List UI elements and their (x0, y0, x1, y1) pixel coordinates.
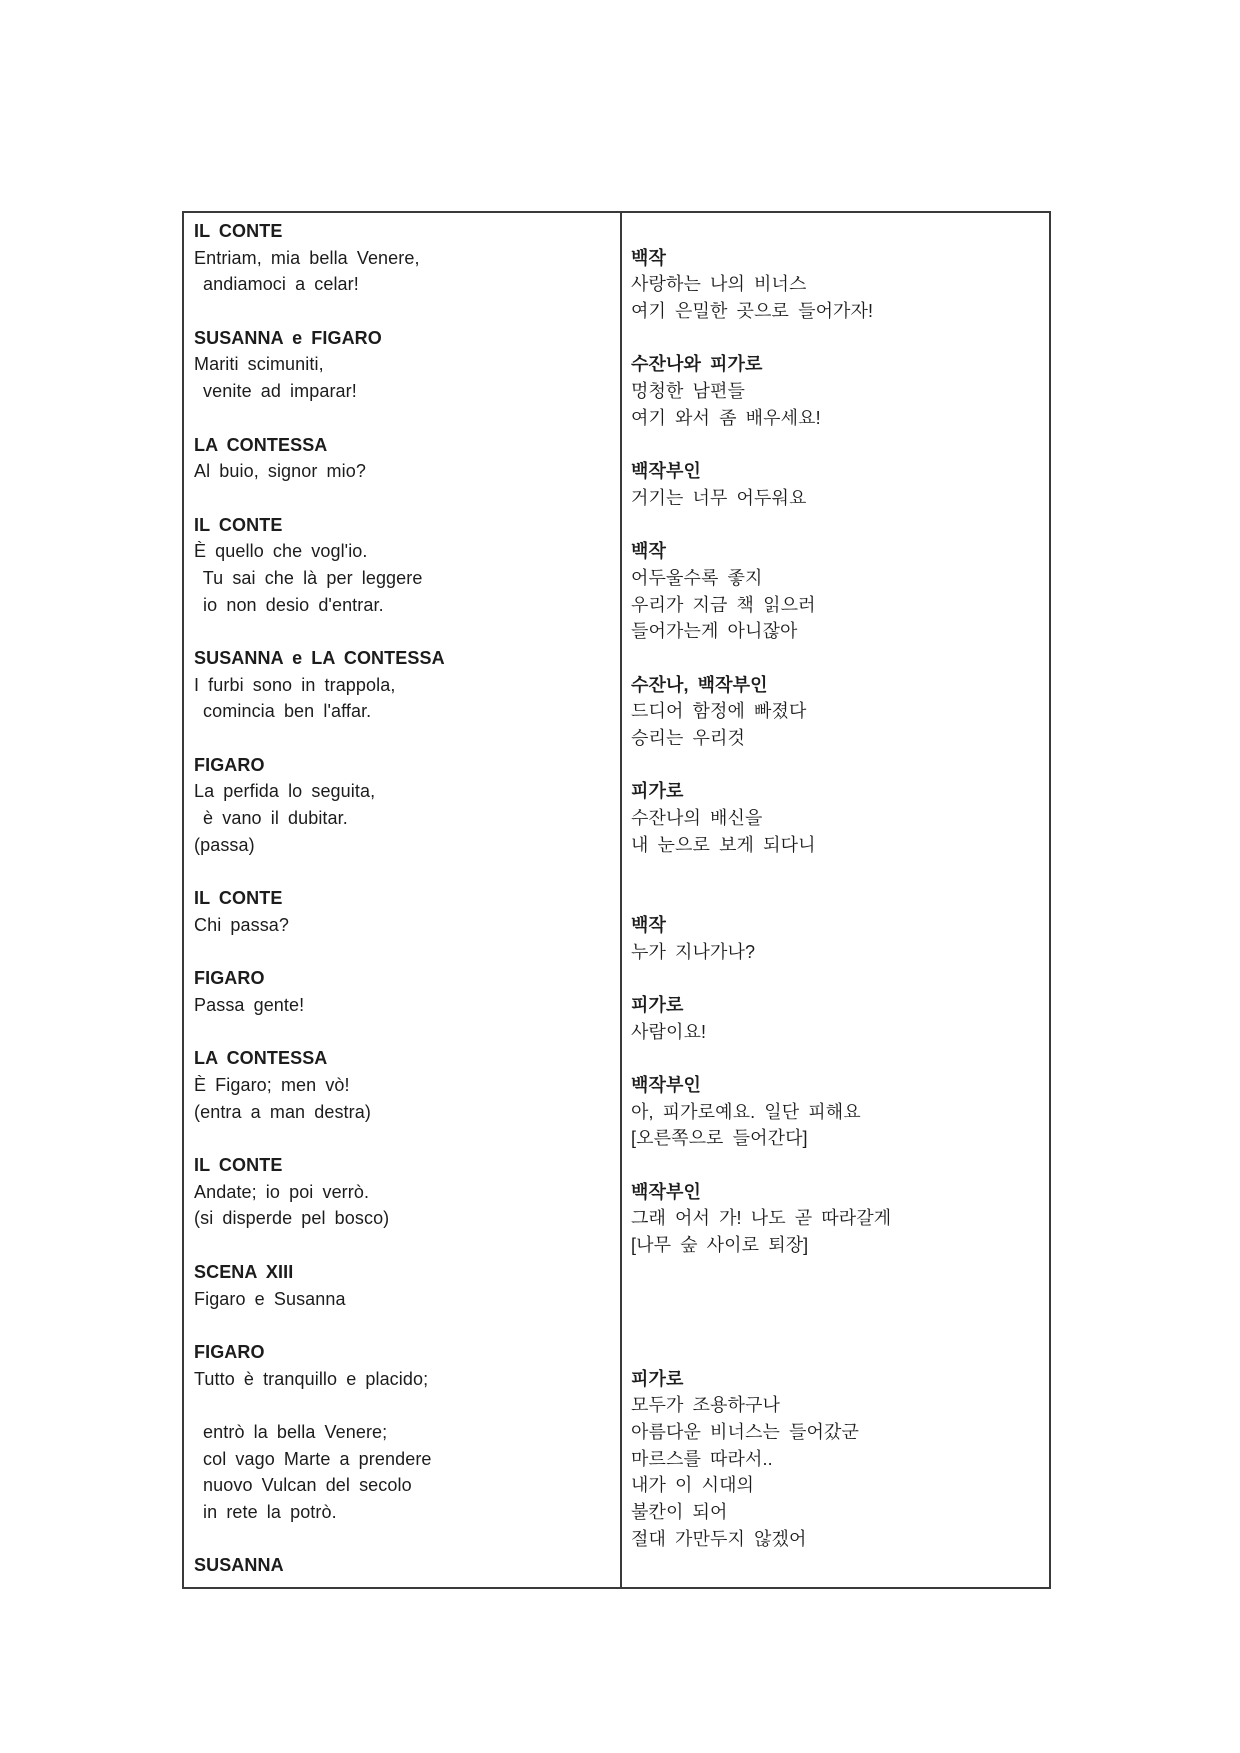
lyric-line: 내 눈으로 보게 되다니 (631, 834, 816, 855)
lyric-line: 승리는 우리것 (631, 728, 745, 749)
blank-line (631, 1045, 1041, 1072)
lyric-line: 절대 가만두지 않겠어 (631, 1528, 807, 1549)
lyric-line: 여기 와서 좀 배우세요! (631, 407, 821, 428)
blank-line (631, 512, 1041, 539)
lyric-line: 불칸이 되어 (631, 1502, 728, 1522)
lyric-line: col vago Marte a prendere (194, 1448, 432, 1469)
lyric-line: 수잔나의 배신을 (631, 808, 763, 829)
blank-line (631, 1259, 1041, 1286)
speaker-name: 피가로 (631, 994, 684, 1015)
speaker-name: IL CONTE (194, 221, 283, 241)
lyric-line: 사랑하는 나의 비너스 (631, 274, 807, 295)
lyric-line: La perfida lo seguita, (194, 781, 376, 802)
blank-line (194, 1312, 612, 1339)
lyric-line: Figaro e Susanna (194, 1288, 346, 1309)
lyric-line: 그래 어서 가! 나도 곧 따라갈게 (631, 1208, 892, 1229)
blank-line (194, 1392, 612, 1419)
speaker-name: SUSANNA (194, 1555, 284, 1576)
lyric-line: [오른쪽으로 들어간다] (631, 1128, 808, 1149)
speaker-name: SUSANNA e LA CONTESSA (194, 648, 445, 668)
lyric-line: Tutto è tranquillo e placido; (194, 1368, 429, 1389)
blank-line (194, 1526, 612, 1553)
blank-line (194, 618, 612, 645)
speaker-name: IL CONTE (194, 514, 283, 535)
blank-line (194, 859, 612, 886)
blank-line (631, 1286, 1041, 1313)
lyric-line: [나무 숲 사이로 퇴장] (631, 1235, 809, 1256)
speaker-name: 피가로 (631, 781, 684, 802)
speaker-name: LA CONTESSA (194, 434, 328, 455)
blank-line (631, 1152, 1041, 1179)
blank-line (631, 325, 1041, 352)
speaker-name: 백작 (631, 914, 666, 935)
speaker-name: 백작부인 (631, 1075, 701, 1095)
speaker-name: SUSANNA e FIGARO (194, 327, 382, 348)
speaker-name: 수잔나, 백작부인 (631, 674, 768, 695)
speaker-name: FIGARO (194, 968, 265, 989)
libretto-table (182, 211, 1051, 1589)
lyric-line: Al buio, signor mio? (194, 461, 366, 482)
blank-line (194, 725, 612, 752)
lyric-line: io non desio d'entrar. (194, 594, 384, 615)
lyric-line: 모두가 조용하구나 (631, 1395, 780, 1416)
lyric-line: 아름다운 비너스는 들어갔군 (631, 1421, 859, 1442)
blank-line (194, 1019, 612, 1046)
speaker-name: 백작부인 (631, 461, 701, 482)
speaker-name: FIGARO (194, 754, 265, 775)
lyric-line: venite ad imparar! (194, 381, 357, 402)
blank-line (194, 1232, 612, 1259)
lyric-line: nuovo Vulcan del secolo (194, 1475, 412, 1496)
lyric-line: Entriam, mia bella Venere, (194, 247, 420, 268)
speaker-name: LA CONTESSA (194, 1048, 328, 1069)
lyric-line: 드디어 함정에 빠졌다 (631, 701, 807, 722)
lyric-line: in rete la potrò. (194, 1502, 337, 1522)
lyric-line: 여기 은밀한 곳으로 들어가자! (631, 301, 874, 322)
speaker-name: FIGARO (194, 1341, 265, 1362)
lyric-line: 멍청한 남편들 (631, 381, 745, 402)
speaker-name: 피가로 (631, 1368, 684, 1389)
lyric-line: (passa) (194, 834, 255, 855)
blank-line (631, 752, 1041, 779)
lyric-line: È quello che vogl'io. (194, 541, 368, 562)
speaker-name: 백작 (631, 247, 666, 268)
lyric-line: 내가 이 시대의 (631, 1475, 755, 1496)
blank-line (631, 1312, 1041, 1339)
lyric-line: 거기는 너무 어두워요 (631, 487, 807, 508)
lyric-line: Andate; io poi verrò. (194, 1181, 370, 1202)
blank-line (194, 405, 612, 432)
lyric-line: è vano il dubitar. (194, 808, 348, 829)
lyric-line: Mariti scimuniti, (194, 354, 324, 375)
blank-line (631, 218, 1041, 245)
blank-line (194, 485, 612, 512)
speaker-name: IL CONTE (194, 1155, 283, 1176)
blank-line (631, 859, 1041, 886)
lyric-line: (si disperde pel bosco) (194, 1208, 390, 1229)
speaker-name: SCENA XIII (194, 1261, 294, 1282)
libretto-column-italian (184, 213, 620, 1587)
blank-line (631, 965, 1041, 992)
libretto-column-korean (620, 213, 1049, 1587)
lyric-line: I furbi sono in trappola, (194, 674, 396, 695)
blank-line (631, 1339, 1041, 1366)
lyric-line: Passa gente! (194, 994, 305, 1015)
blank-line (194, 939, 612, 966)
blank-line (631, 432, 1041, 459)
blank-line (194, 298, 612, 325)
blank-line (631, 645, 1041, 672)
lyric-line: (entra a man destra) (194, 1101, 371, 1122)
lyric-line: 사람이요! (631, 1021, 707, 1042)
blank-line (631, 885, 1041, 912)
lyric-line: comincia ben l'affar. (194, 701, 372, 722)
speaker-name: IL CONTE (194, 888, 283, 909)
speaker-name: 백작부인 (631, 1181, 701, 1202)
lyric-line: 들어가는게 아니잖아 (631, 621, 798, 642)
lyric-line: 누가 지나가나? (631, 941, 756, 962)
lyric-line: 마르스를 따라서.. (631, 1448, 773, 1469)
lyric-line: 우리가 지금 책 읽으러 (631, 594, 816, 615)
lyric-line: Chi passa? (194, 914, 290, 935)
lyric-line: 아, 피가로예요. 일단 피해요 (631, 1101, 861, 1122)
blank-line (194, 1125, 612, 1152)
speaker-name: 수잔나와 피가로 (631, 354, 763, 375)
lyric-line: entrò la bella Venere; (194, 1421, 388, 1442)
speaker-name: 백작 (631, 541, 666, 562)
lyric-line: Tu sai che là per leggere (194, 567, 423, 588)
lyric-line: È Figaro; men vò! (194, 1075, 350, 1095)
lyric-line: andiamoci a celar! (194, 274, 359, 295)
lyric-line: 어두울수록 좋지 (631, 567, 763, 588)
